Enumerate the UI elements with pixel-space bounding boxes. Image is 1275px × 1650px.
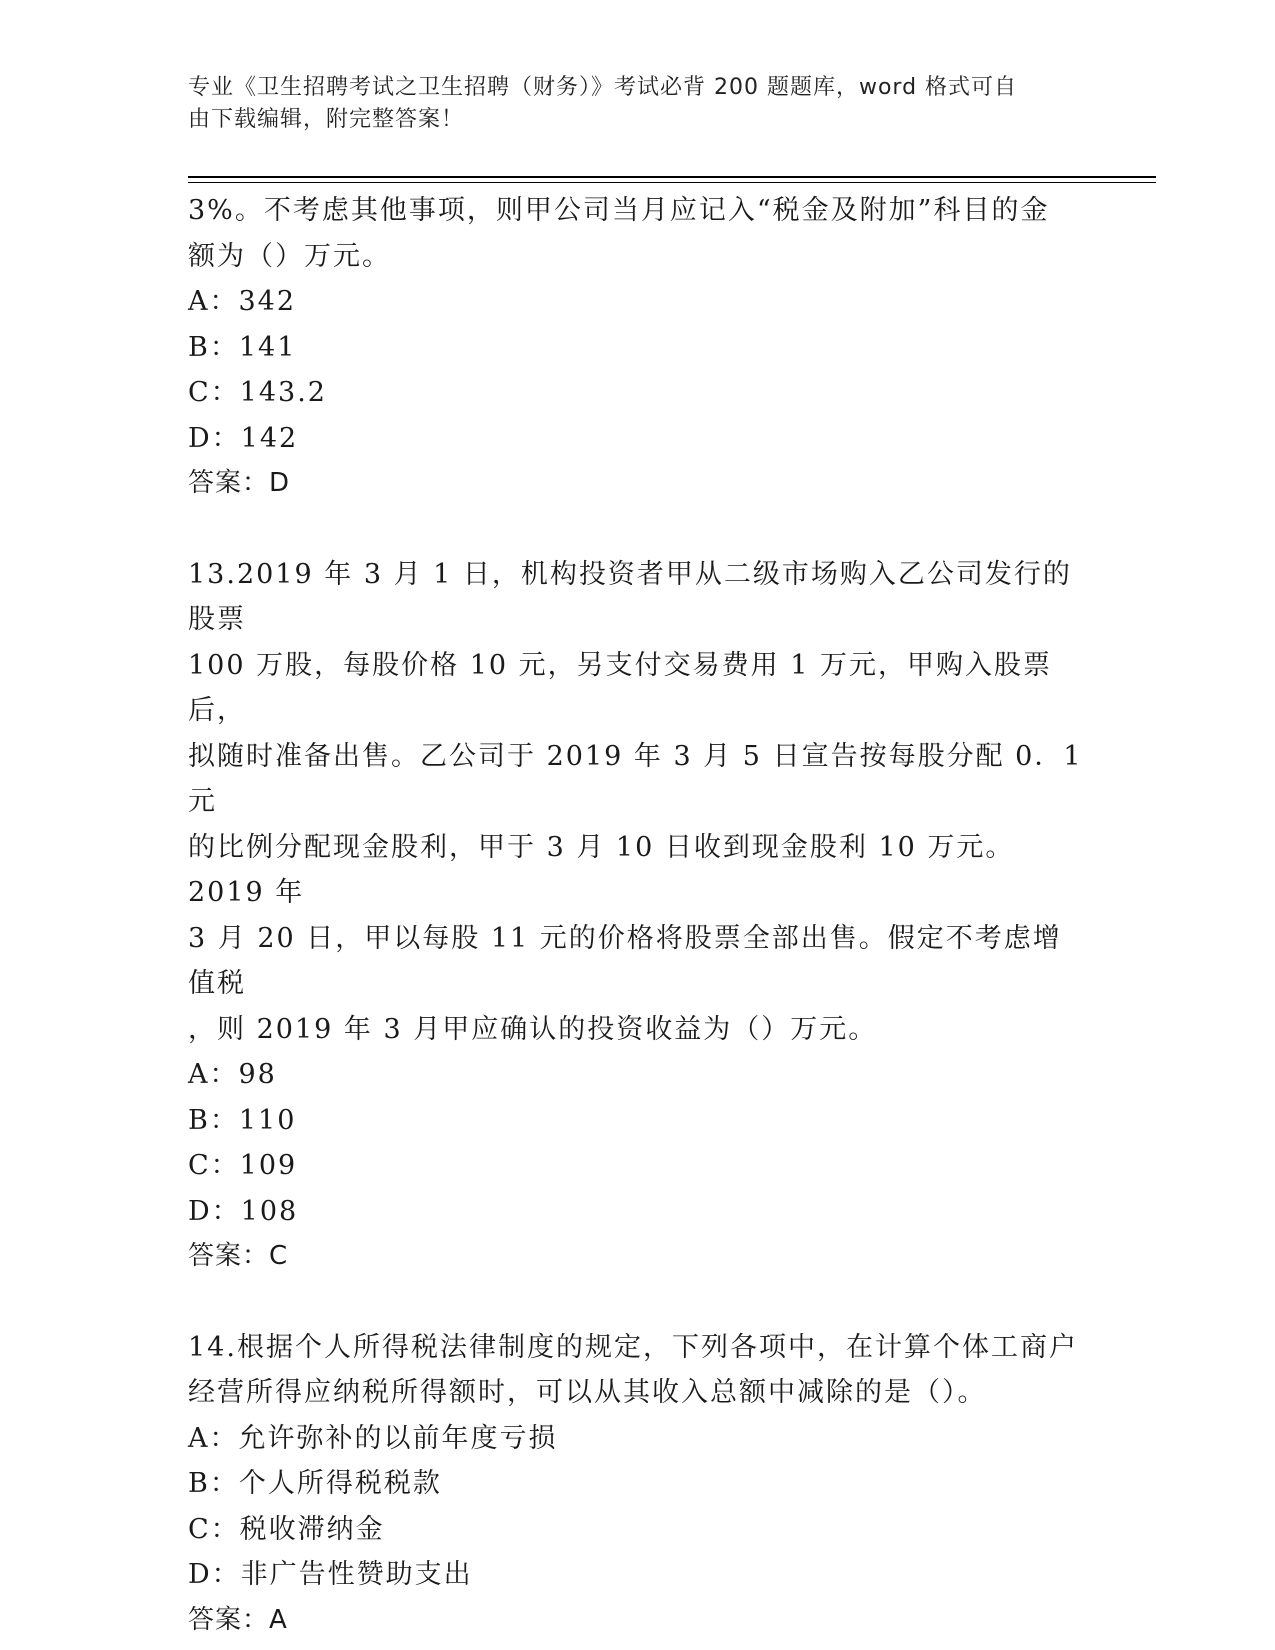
option-b: B：110 bbox=[188, 1104, 297, 1136]
header-line-2: 由下载编辑，附完整答案！ bbox=[188, 107, 465, 132]
header-line-1: 专业《卫生招聘考试之卫生招聘（财务）》考试必背 200 题题库，word 格式可自 bbox=[188, 75, 1018, 100]
question-stem-line: ，则 2019 年 3 月甲应确认的投资收益为（）万元。 bbox=[188, 1013, 878, 1045]
option-b: B：141 bbox=[188, 331, 297, 363]
option-c: C：税收滞纳金 bbox=[188, 1513, 385, 1545]
question-stem-line: 100 万股，每股价格 10 元，另支付交易费用 1 万元，甲购入股票后， bbox=[188, 649, 1052, 726]
option-a: A：98 bbox=[188, 1059, 277, 1090]
question-13 bbox=[188, 552, 1088, 1280]
option-d: D：142 bbox=[188, 422, 299, 454]
question-stem-line: 拟随时准备出售。乙公司于 2019 年 3 月 5 日宣告按每股分配 0．1 元 bbox=[188, 740, 1083, 817]
option-a: A：允许弥补的以前年度亏损 bbox=[188, 1422, 558, 1454]
header-rule-thin bbox=[188, 182, 1156, 183]
option-c: C：109 bbox=[188, 1150, 298, 1181]
option-d: D：108 bbox=[188, 1195, 299, 1227]
answer-line: 答案：D bbox=[188, 468, 291, 498]
question-12 bbox=[188, 188, 1088, 507]
question-stem-line: 13.2019 年 3 月 1 日，机构投资者甲从二级市场购入乙公司发行的股票 bbox=[188, 558, 1072, 635]
option-d: D：非广告性赞助支出 bbox=[188, 1559, 473, 1590]
option-a: A：342 bbox=[188, 286, 297, 317]
header-rule-thick bbox=[188, 176, 1156, 178]
option-c: C：143.2 bbox=[188, 377, 327, 408]
question-content bbox=[188, 188, 1088, 1643]
question-stem-line: 3 月 20 日，甲以每股 11 元的价格将股票全部出售。假定不考虑增值税 bbox=[188, 922, 1062, 999]
question-spacer bbox=[188, 507, 1088, 552]
question-stem-line: 经营所得应纳税所得额时，可以从其收入总额中减除的是（）。 bbox=[188, 1377, 987, 1408]
question-spacer bbox=[188, 1280, 1088, 1325]
document-header bbox=[188, 72, 1068, 136]
question-14 bbox=[188, 1325, 1088, 1644]
answer-line: 答案：A bbox=[188, 1604, 288, 1635]
option-b: B：个人所得税税款 bbox=[188, 1468, 442, 1499]
question-stem-line: 的比例分配现金股利，甲于 3 月 10 日收到现金股利 10 万元。2019 年 bbox=[188, 831, 1015, 908]
answer-line: 答案：C bbox=[188, 1241, 289, 1271]
question-stem-line: 14.根据个人所得税法律制度的规定，下列各项中，在计算个体工商户 bbox=[188, 1331, 1078, 1363]
question-stem-line: 3%。不考虑其他事项，则甲公司当月应记入“税金及附加”科目的金 bbox=[188, 195, 1050, 226]
question-stem-line: 额为（）万元。 bbox=[188, 240, 391, 272]
